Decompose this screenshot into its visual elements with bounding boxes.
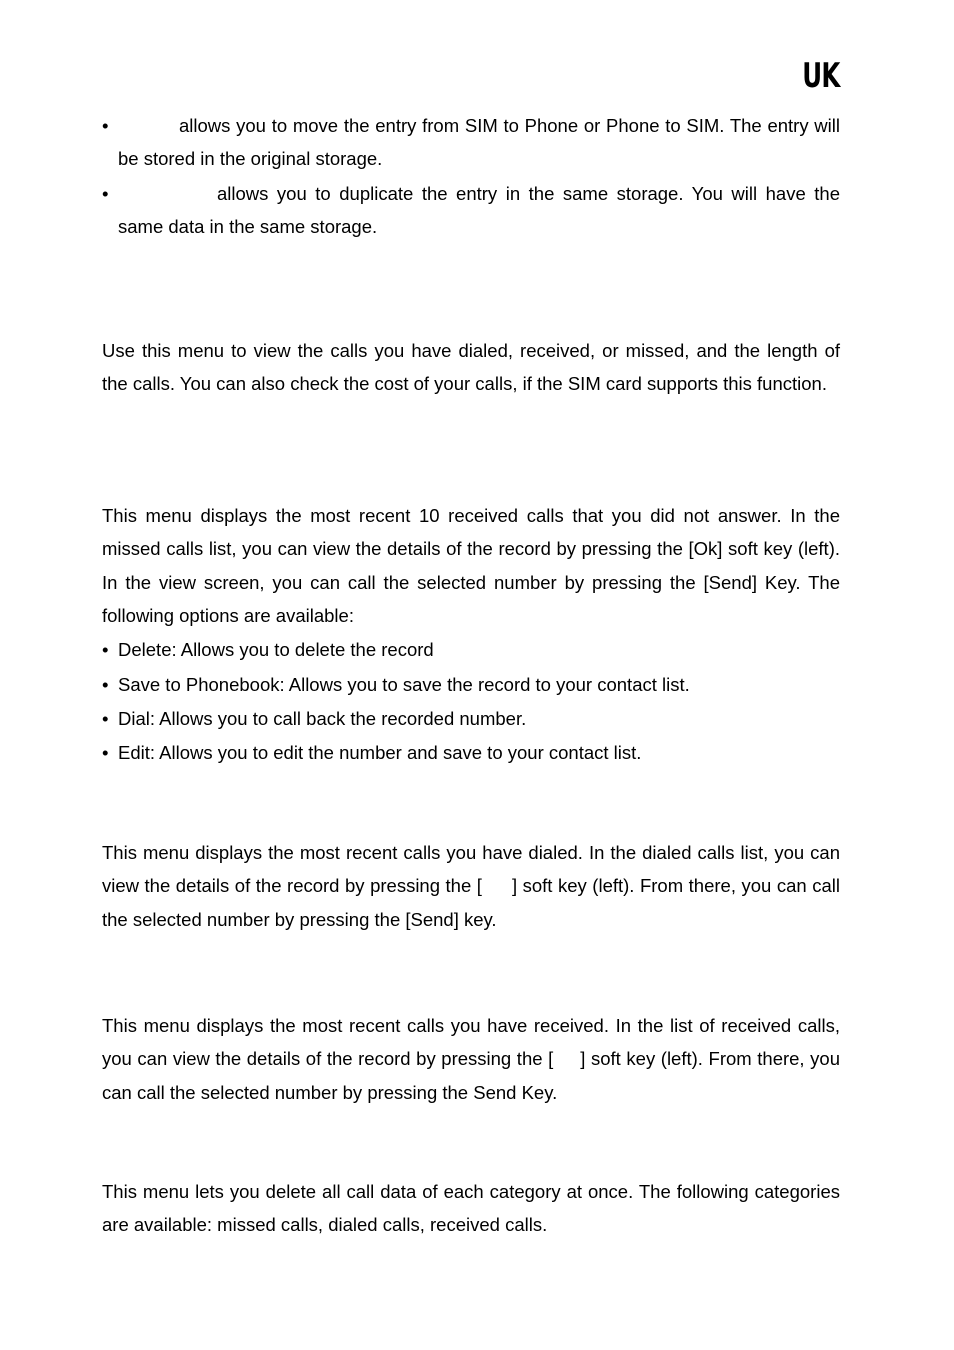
list-item (102, 633, 840, 667)
missed-calls-section (102, 499, 840, 771)
call-logs-intro: Use this menu to view the calls you have dialed, received, or missed, and the length of the calls. You can also check the cost of your calls, if the SIM card supports this function. (102, 340, 840, 395)
missed-calls-options (102, 633, 840, 771)
delete-call-logs-body: This menu lets you delete all call data of each category at once. The following categories are available: missed calls, dialed calls, received calls. (102, 1181, 840, 1236)
option-delete: Delete: Allows you to delete the record (118, 639, 434, 661)
bullet-icon: • (102, 708, 109, 729)
move-entry-description: allows you to move the entry from SIM to Phone or Phone to SIM. The entry will be stored in the original storage. (118, 115, 840, 170)
option-edit: Edit: Allows you to edit the number and save to your contact list. (118, 742, 642, 764)
copy-entry-description: allows you to duplicate the entry in the same storage. You will have the same data in the same storage. (118, 182, 840, 237)
option-save-to-phonebook: Save to Phonebook: Allows you to save the record to your contact list. (118, 673, 690, 695)
bullet-icon: • (102, 742, 109, 764)
intro-bullet-list (102, 109, 840, 243)
dialed-calls-section (102, 836, 840, 936)
call-logs-section (102, 334, 840, 401)
list-item (102, 177, 840, 244)
received-calls-body-end: ] soft key (left). From there, you can call the selected number by pressing the Send Key. (102, 1048, 840, 1103)
dialed-calls-body-end: ] soft key (left). From there, you can call the selected number by pressing the [Send] key. (102, 875, 840, 930)
received-calls-body (102, 1009, 840, 1109)
delete-call-logs-section (102, 1175, 840, 1242)
list-item (102, 109, 840, 176)
received-calls-body-start: This menu displays the most recent calls you have received. In the list of received calls, you can view the details of the record by pressing the [ (102, 1015, 840, 1070)
option-dial: Dial: Allows you to call back the recorded number. (118, 708, 527, 729)
list-item (102, 668, 840, 702)
bullet-icon: • (102, 639, 109, 661)
dialed-calls-body (102, 836, 840, 936)
list-item (102, 702, 840, 736)
list-item (102, 736, 840, 770)
missed-calls-body: This menu displays the most recent 10 received calls that you did not answer. In the missed calls list, you can view the details of the record by pressing the [Ok] soft key (left). In the view screen, you can call the selected number by pressing the [Send] Key. The following options are available: (102, 505, 840, 626)
bullet-icon: • (102, 115, 109, 136)
received-calls-section (102, 1009, 840, 1109)
dialed-calls-body-start: This menu displays the most recent calls you have dialed. In the dialed calls list, you can view the details of the record by pressing the [ (102, 842, 840, 897)
page-language-label: UK (802, 56, 840, 96)
bullet-icon: • (102, 673, 109, 695)
bullet-icon: • (102, 182, 109, 204)
